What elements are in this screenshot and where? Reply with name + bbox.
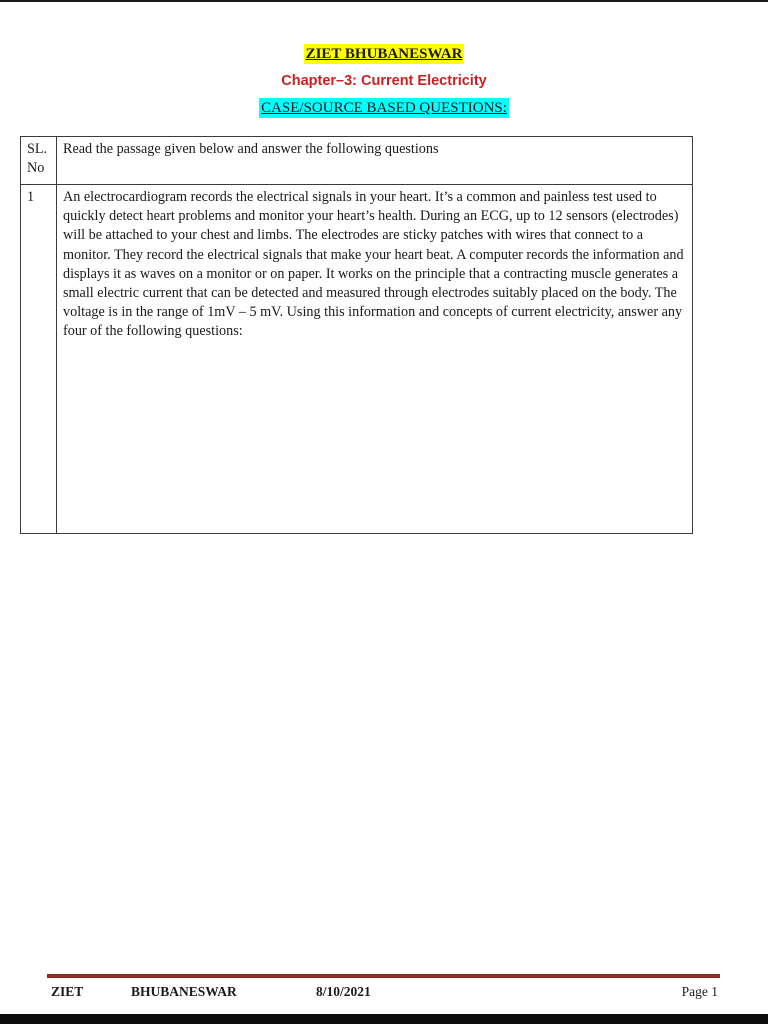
bottom-page-rule: [0, 1014, 768, 1024]
table-row: [21, 185, 693, 534]
question-table: [20, 136, 693, 534]
row-sl-number: 1: [21, 185, 57, 534]
footer-rule: [47, 974, 720, 978]
table-header-row: [21, 137, 693, 185]
footer-org: ZIET: [51, 984, 84, 999]
footer-date: 8/10/2021: [316, 984, 371, 999]
passage-text: An electrocardiogram records the electrical signals in your heart. It’s a common and painless test used to quickly detect heart problems and monitor your heart’s health. During an ECG, up to 12 sensors (electrodes) will be attached to your chest and limbs. The electrodes are sticky patches with wires that connect to a monitor. They record the electrical signals that make your heart beat. A computer records the information and displays it as waves on a monitor or on paper. It works on the principle that a contracting muscle generates a small electric current that can be detected and measured through electrodes suitably placed on the body. The voltage is in the range of 1mV – 5 mV. Using this information and concepts of current electricity, answer any four of the following questions:: [57, 185, 693, 534]
org-title: ZIET BHUBANESWAR: [305, 46, 463, 62]
sl-no-header: SL. No: [21, 137, 57, 185]
footer-city: BHUBANESWAR: [131, 984, 237, 999]
top-page-rule: [0, 0, 768, 2]
instruction-header: Read the passage given below and answer the following questions: [57, 137, 693, 185]
section-title: CASE/SOURCE BASED QUESTIONS:: [261, 100, 507, 116]
document-header: [0, 44, 768, 118]
footer-page-number: Page 1: [681, 984, 718, 999]
page-footer: [49, 984, 720, 1002]
chapter-title: Chapter–3: Current Electricity: [281, 73, 487, 89]
